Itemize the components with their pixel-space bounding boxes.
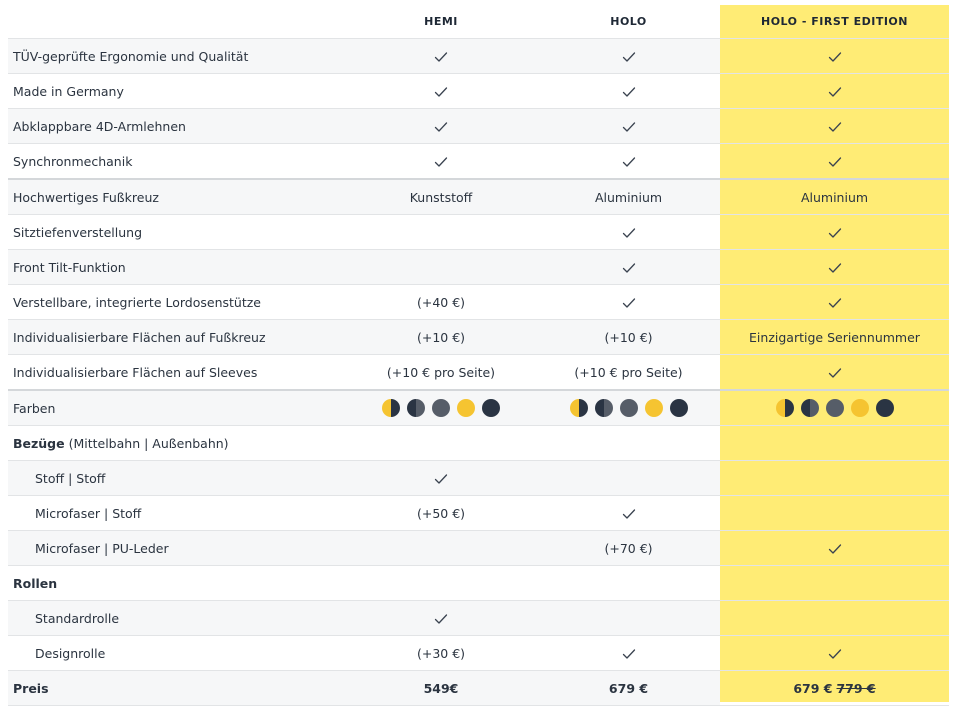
cell-first <box>720 285 949 320</box>
row-label <box>8 496 345 531</box>
color-swatch-navy[interactable] <box>670 399 688 417</box>
cell-first <box>720 144 949 180</box>
cell-first <box>720 390 949 426</box>
color-swatch-half-navy[interactable] <box>407 399 425 417</box>
table-row <box>8 39 949 74</box>
cell-hemi <box>345 566 537 601</box>
color-swatch-half-navy[interactable] <box>801 399 819 417</box>
table-header-row <box>8 5 949 39</box>
row-label <box>8 144 345 180</box>
row-label <box>8 426 345 461</box>
cell-value: Kunststoff <box>409 189 473 205</box>
row-label-text: Preis <box>13 680 49 696</box>
cell-hemi <box>345 496 537 531</box>
cell-hemi <box>345 215 537 250</box>
table-row <box>8 74 949 109</box>
row-label-text: Front Tilt-Funktion <box>13 259 126 275</box>
table-row <box>8 390 949 426</box>
cell-value: 679 € <box>793 680 833 696</box>
header-holo: HOLO <box>610 15 647 28</box>
cell-holo <box>537 144 720 180</box>
table-row <box>8 636 949 671</box>
check-icon <box>828 121 842 133</box>
cell-value: (+50 €) <box>416 505 466 521</box>
cell-hemi <box>345 636 537 671</box>
row-label-text: Hochwertiges Fußkreuz <box>13 189 159 205</box>
color-swatch-half-navy[interactable] <box>595 399 613 417</box>
cell-holo <box>537 636 720 671</box>
cell-holo <box>537 601 720 636</box>
cell-first <box>720 39 949 74</box>
check-icon <box>622 227 636 239</box>
table-body <box>8 39 949 706</box>
cell-holo <box>537 531 720 566</box>
table-row <box>8 215 949 250</box>
cell-value: Aluminium <box>594 189 663 205</box>
header-hemi: HEMI <box>424 15 458 28</box>
cell-holo <box>537 426 720 461</box>
row-label <box>8 636 345 671</box>
table-row <box>8 461 949 496</box>
cell-hemi <box>345 426 537 461</box>
check-icon <box>434 473 448 485</box>
cell-holo <box>537 109 720 144</box>
color-swatch-half-yellow[interactable] <box>382 399 400 417</box>
color-swatches <box>776 399 894 417</box>
table-row <box>8 144 949 180</box>
row-label <box>8 39 345 74</box>
cell-first <box>720 250 949 285</box>
check-icon <box>828 297 842 309</box>
cell-value: (+40 €) <box>416 294 466 310</box>
cell-value: 679 € <box>608 680 649 696</box>
table-row <box>8 426 949 461</box>
check-icon <box>622 121 636 133</box>
cell-first <box>720 636 949 671</box>
check-icon <box>434 121 448 133</box>
cell-first <box>720 109 949 144</box>
table-row <box>8 250 949 285</box>
row-label <box>8 671 345 706</box>
cell-value: Aluminium <box>800 189 869 205</box>
row-label-text: Bezüge <box>13 435 65 451</box>
check-icon <box>434 156 448 168</box>
row-label-text: Made in Germany <box>13 83 124 99</box>
cell-holo <box>537 74 720 109</box>
cell-hemi <box>345 320 537 355</box>
check-icon <box>622 648 636 660</box>
table-row <box>8 566 949 601</box>
row-label <box>8 566 345 601</box>
row-label <box>8 390 345 426</box>
cell-holo <box>537 179 720 215</box>
header-first-edition: HOLO - FIRST EDITION <box>761 15 908 28</box>
row-label-text: Sitztiefenverstellung <box>13 224 143 240</box>
check-icon <box>828 543 842 555</box>
cell-hemi <box>345 179 537 215</box>
cell-hemi <box>345 355 537 391</box>
check-icon <box>828 648 842 660</box>
cell-holo <box>537 39 720 74</box>
cell-first <box>720 671 949 706</box>
row-label <box>8 250 345 285</box>
cell-value: (+10 € pro Seite) <box>574 364 683 380</box>
cell-holo <box>537 390 720 426</box>
comparison-table <box>8 5 949 706</box>
color-swatch-navy[interactable] <box>482 399 500 417</box>
header-empty <box>8 5 345 39</box>
check-icon <box>622 297 636 309</box>
table-row <box>8 109 949 144</box>
color-swatch-yellow[interactable] <box>457 399 475 417</box>
check-icon <box>828 156 842 168</box>
row-label-text: Microfaser | PU-Leder <box>35 540 169 556</box>
check-icon <box>622 508 636 520</box>
table-row <box>8 179 949 215</box>
cell-hemi <box>345 109 537 144</box>
check-icon <box>622 51 636 63</box>
row-label <box>8 601 345 636</box>
cell-first <box>720 355 949 391</box>
row-label-suffix: (Mittelbahn | Außenbahn) <box>64 435 229 451</box>
row-label-text: Individualisierbare Flächen auf Sleeves <box>13 364 258 380</box>
row-label <box>8 109 345 144</box>
color-swatch-half-yellow[interactable] <box>570 399 588 417</box>
cell-value: (+10 €) <box>604 329 653 345</box>
row-label <box>8 531 345 566</box>
row-label-text: TÜV-geprüfte Ergonomie und Qualität <box>13 48 249 64</box>
row-label-text: Verstellbare, integrierte Lordosenstütze <box>13 294 261 310</box>
cell-first <box>720 215 949 250</box>
color-swatch-gray[interactable] <box>826 399 844 417</box>
cell-value: (+10 €) <box>416 329 466 345</box>
old-price: 779 € <box>836 680 876 696</box>
color-swatches <box>382 399 500 417</box>
cell-holo <box>537 285 720 320</box>
row-label <box>8 179 345 215</box>
color-swatches <box>570 399 688 417</box>
cell-hemi <box>345 285 537 320</box>
cell-first <box>720 531 949 566</box>
color-swatch-yellow[interactable] <box>851 399 869 417</box>
cell-hemi <box>345 390 537 426</box>
cell-first <box>720 426 949 461</box>
row-label-text: Rollen <box>13 575 58 591</box>
cell-holo <box>537 566 720 601</box>
cell-holo <box>537 250 720 285</box>
cell-hemi <box>345 39 537 74</box>
table-row <box>8 355 949 391</box>
cell-hemi <box>345 250 537 285</box>
check-icon <box>622 262 636 274</box>
cell-hemi <box>345 74 537 109</box>
row-label-text: Standardrolle <box>35 610 120 626</box>
table-row <box>8 285 949 320</box>
cell-value: 549€ <box>423 680 459 696</box>
row-label-text: Individualisierbare Flächen auf Fußkreuz <box>13 329 266 345</box>
cell-holo <box>537 355 720 391</box>
table-row <box>8 320 949 355</box>
check-icon <box>434 613 448 625</box>
cell-value: (+10 € pro Seite) <box>386 364 496 380</box>
cell-holo <box>537 215 720 250</box>
color-swatch-navy[interactable] <box>876 399 894 417</box>
cell-first <box>720 496 949 531</box>
cell-hemi <box>345 601 537 636</box>
check-icon <box>434 86 448 98</box>
table-row <box>8 601 949 636</box>
check-icon <box>828 367 842 379</box>
row-label-text: Farben <box>13 400 56 416</box>
cell-hemi <box>345 144 537 180</box>
color-swatch-gray[interactable] <box>432 399 450 417</box>
cell-first <box>720 601 949 636</box>
color-swatch-yellow[interactable] <box>645 399 663 417</box>
cell-holo <box>537 671 720 706</box>
row-label <box>8 215 345 250</box>
cell-value: (+30 €) <box>416 645 466 661</box>
cell-first <box>720 461 949 496</box>
color-swatch-half-yellow[interactable] <box>776 399 794 417</box>
cell-hemi <box>345 531 537 566</box>
row-label <box>8 355 345 391</box>
cell-first <box>720 74 949 109</box>
row-label <box>8 74 345 109</box>
check-icon <box>434 51 448 63</box>
check-icon <box>828 227 842 239</box>
check-icon <box>828 51 842 63</box>
row-label <box>8 285 345 320</box>
cell-value: (+70 €) <box>604 540 653 556</box>
check-icon <box>828 262 842 274</box>
row-label-text: Microfaser | Stoff <box>35 505 142 521</box>
cell-holo <box>537 461 720 496</box>
cell-first <box>720 179 949 215</box>
cell-first <box>720 566 949 601</box>
check-icon <box>828 86 842 98</box>
row-label <box>8 461 345 496</box>
check-icon <box>622 86 636 98</box>
row-label-text: Abklappbare 4D-Armlehnen <box>13 118 186 134</box>
row-label-text: Designrolle <box>35 645 106 661</box>
cell-holo <box>537 496 720 531</box>
check-icon <box>622 156 636 168</box>
table-row <box>8 531 949 566</box>
color-swatch-gray[interactable] <box>620 399 638 417</box>
cell-hemi <box>345 671 537 706</box>
cell-hemi <box>345 461 537 496</box>
row-label-text: Stoff | Stoff <box>35 470 106 486</box>
table-row <box>8 496 949 531</box>
cell-value: Einzigartige Seriennummer <box>749 329 920 345</box>
cell-first <box>720 320 949 355</box>
price-row <box>8 671 949 706</box>
row-label <box>8 320 345 355</box>
cell-holo <box>537 320 720 355</box>
row-label-text: Synchronmechanik <box>13 153 133 169</box>
